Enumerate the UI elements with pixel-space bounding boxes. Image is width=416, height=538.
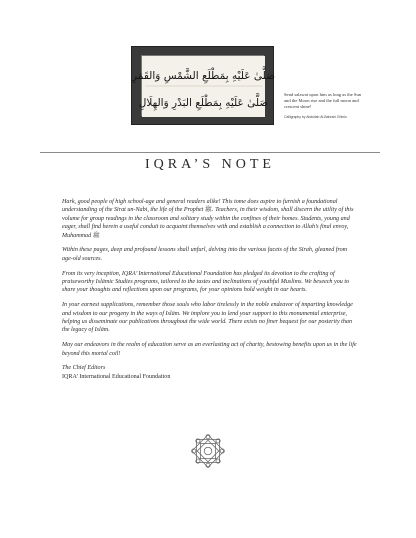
calligraphy-image xyxy=(131,56,276,117)
calligraphy-panel xyxy=(131,55,276,116)
paragraph-1-part-1: Hark, good people of high school-age and general readers alike! This tome does aspire to furnish a foundational understanding of the Sīrat un-Nabi, the life of the Prophet xyxy=(62,199,338,214)
honorific-glyph: ﷺ xyxy=(92,232,100,239)
signoff xyxy=(62,364,358,381)
section-divider xyxy=(40,152,380,153)
calligraphy-frame xyxy=(131,46,274,125)
calligraphy-credit: Calligraphy by Abdullah Al-Bahrani Ghinlo xyxy=(284,115,347,119)
signoff-title: The Chief Editors xyxy=(62,365,106,372)
paragraph-2: Within these pages, deep and profound lessons shall unfurl, delving into the various facets of the Sīrah, gleaned from age-old sources. xyxy=(62,247,348,262)
calligraphy-line-2: صَلَّىٰ عَلَيْهِ بِمَطْلَعِ البَدْرِ وَالهِلَالِ xyxy=(138,97,269,109)
note-body xyxy=(62,198,358,381)
signoff-organization: IQRA’ International Educational Foundation xyxy=(62,373,171,380)
calligraphy-line-1: صَلَّىٰ عَلَيْهِ بِمَطْلَعِ الشَّمْسِ وَالقَمَرِ xyxy=(131,70,276,82)
paragraph-3: From its very inception, IQRA’ International Educational Foundation has pledged its devotion to the crafting of praiseworthy Islāmic Studies programs, tailored to the tastes and inclinations of youthful Muslims. We beseech you to share your thoughts and reflections upon our programs, for your opinions hold weight in our hearts. xyxy=(62,270,350,294)
paragraph-4: In your earnest supplications, remember those souls who labor tirelessly in the noble endeavor of imparting knowledge and wisdom to our progeny in the ways of Islām. We implore you to lend your support to this monumental enterprise, helping us disseminate our publications throughout the wide world. There exists no finer bequest for our posterity than the legacy of Islām. xyxy=(62,302,353,334)
paragraph-5: May our endeavors in the realm of education serve as an everlasting act of charity, bestowing benefits upon us in the life beyond this mortal coil! xyxy=(62,342,357,357)
paragraph-1-part-2: . Teachers, in their wisdom, shall discern the utility of this volume for group readings in the classroom and solitary study within the confines of their homes. Students, young and eager, shall find herein a useful conduit to acquaint themselves with and establish a connection to Allah’s final envoy, Muhammad xyxy=(62,207,354,239)
calligraphy-caption: Send salawat upon him as long as the Sun and the Moon rise and the full moon and crescent shine! xyxy=(284,92,362,109)
paragraph-1 xyxy=(62,198,358,240)
page-title: IQRA’S NOTE xyxy=(145,157,275,172)
geometric-star-ornament-icon xyxy=(189,432,227,470)
honorific-glyph: ﷺ xyxy=(204,207,213,214)
